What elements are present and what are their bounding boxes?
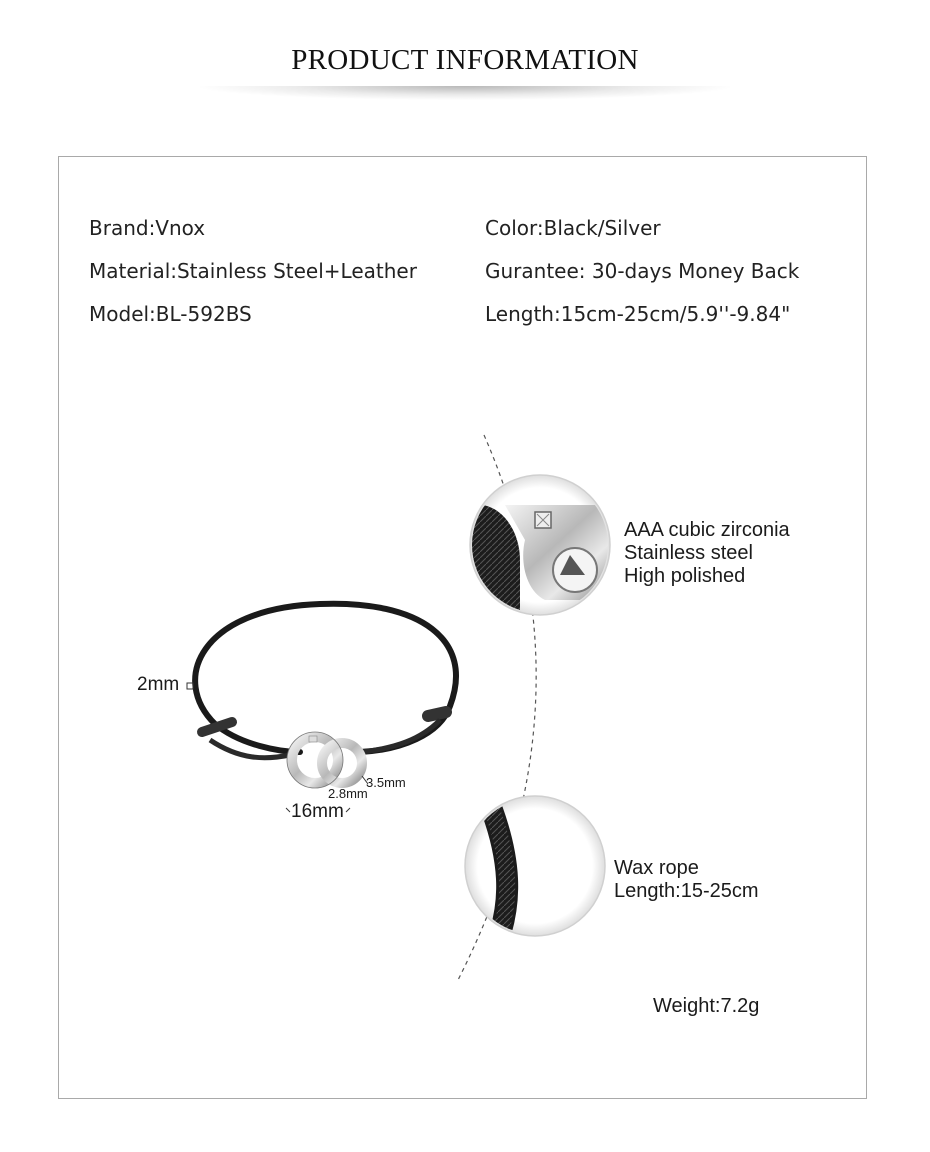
page-title: PRODUCT INFORMATION (291, 44, 639, 76)
cord-diameter-label: 2mm (137, 674, 180, 695)
rope-callout (614, 857, 759, 903)
spec-model: Model:BL-592BS (89, 302, 252, 326)
clasp-callout-line: High polished (624, 565, 746, 587)
ring-width-label: 16mm (291, 801, 344, 822)
spec-length: Length:15cm-25cm/5.9''-9.84" (485, 302, 791, 326)
clasp-callout (624, 519, 790, 588)
clasp-rings (287, 732, 362, 788)
clasp-callout-line: AAA cubic zirconia (624, 519, 790, 541)
rope-callout-line: Length:15-25cm (614, 880, 759, 902)
rope-callout-line: Wax rope (614, 857, 699, 879)
clasp-detail-circle (470, 475, 610, 620)
spec-color: Color:Black/Silver (485, 216, 661, 240)
spec-brand: Brand:Vnox (89, 216, 206, 240)
spec-guarantee: Gurantee: 30-days Money Back (485, 259, 800, 283)
weight-label: Weight:7.2g (653, 995, 760, 1017)
spec-material: Material:Stainless Steel+Leather (89, 259, 417, 283)
ring-height-label: 3.5mm (366, 775, 406, 790)
clasp-callout-line: Stainless steel (624, 542, 753, 564)
ring-thickness-label: 2.8mm (328, 786, 368, 801)
